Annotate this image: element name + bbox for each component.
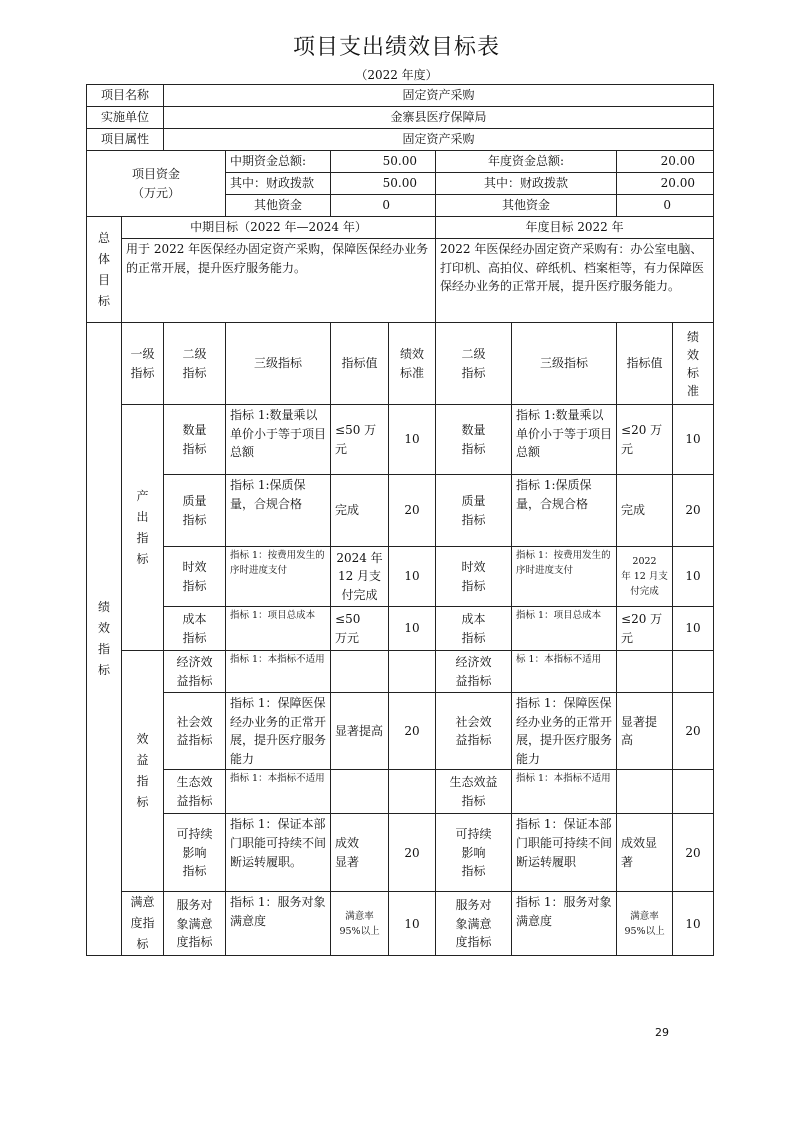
level3-cell: 指标 1：按费用发生的序时进度支付: [226, 547, 331, 607]
value-year-cell: ≤20 万元: [617, 405, 673, 475]
value-year-cell: 显著提高: [617, 693, 673, 770]
satisfaction-indicator-label: 满意 度指 标: [122, 892, 164, 956]
weight-year-cell: 10: [673, 405, 714, 475]
level3-cell: 指标 1：本指标不适用: [226, 770, 331, 814]
unit-label: 实施单位: [87, 107, 164, 129]
header-level3-year: 三级指标: [512, 323, 617, 405]
value-year-cell: 2022 年 12 月支 付完成: [617, 547, 673, 607]
level2-year-cell: 可持续 影响 指标: [436, 814, 512, 892]
level3-cell: 指标 1：保障医保经办业务的正常开展，提升医疗服务能力: [226, 693, 331, 770]
value-year-cell: 满意率 95%以上: [617, 892, 673, 956]
value-cell: ≤50 万元: [331, 607, 389, 651]
goals-label: 总 体 目 标: [87, 217, 122, 323]
value-cell: 成效 显著: [331, 814, 389, 892]
weight-cell: 10: [389, 892, 436, 956]
weight-year-cell: 20: [673, 475, 714, 547]
level3-cell: 指标 1：服务对象满意度: [226, 892, 331, 956]
level2-cell: 成本 指标: [164, 607, 226, 651]
indicator-row: [87, 405, 714, 475]
header-level2-year: 二级 指标: [436, 323, 512, 405]
year-fiscal-label: 其中：财政拨款: [436, 173, 617, 195]
year-label: （2022 年度）: [355, 68, 438, 82]
value-year-cell: 成效显著: [617, 814, 673, 892]
indicator-row: [87, 475, 714, 547]
weight-year-cell: 20: [673, 814, 714, 892]
level3-year-cell: 指标 1：服务对象满意度: [512, 892, 617, 956]
level2-year-cell: 成本 指标: [436, 607, 512, 651]
value-cell: 2024 年 12 月支 付完成: [331, 547, 389, 607]
weight-cell: 20: [389, 814, 436, 892]
weight-cell: [389, 770, 436, 814]
mid-other-value: 0: [331, 195, 436, 217]
header-weight: 绩效 标准: [389, 323, 436, 405]
value-cell: 显著提高: [331, 693, 389, 770]
value-cell: ≤50 万元: [331, 405, 389, 475]
year-total-value: 20.00: [617, 151, 714, 173]
weight-year-cell: 10: [673, 892, 714, 956]
level2-cell: 服务对 象满意 度指标: [164, 892, 226, 956]
level3-cell: 指标 1：项目总成本: [226, 607, 331, 651]
level3-cell: 指标 1:保质保量，合规合格: [226, 475, 331, 547]
year-goal-header: 年度目标 2022 年: [436, 217, 714, 239]
mid-other-label: 其他资金: [226, 195, 331, 217]
funds-label: 项目资金 （万元）: [87, 151, 226, 217]
weight-year-cell: 20: [673, 693, 714, 770]
indicator-row: [87, 770, 714, 814]
project-name: 固定资产采购: [164, 85, 714, 107]
mid-total-label: 中期资金总额:: [226, 151, 331, 173]
value-cell: [331, 770, 389, 814]
level2-cell: 时效 指标: [164, 547, 226, 607]
weight-cell: 10: [389, 607, 436, 651]
header-weight-year: 绩 效 标 准: [673, 323, 714, 405]
weight-cell: 20: [389, 475, 436, 547]
value-cell: 满意率 95%以上: [331, 892, 389, 956]
header-level1: 一级 指标: [122, 323, 164, 405]
project-name-label: 项目名称: [87, 85, 164, 107]
level2-year-cell: 经济效 益指标: [436, 651, 512, 693]
year-other-value: 0: [617, 195, 714, 217]
level3-cell: 指标 1：本指标不适用: [226, 651, 331, 693]
level2-cell: 质量 指标: [164, 475, 226, 547]
value-year-cell: [617, 770, 673, 814]
mid-fiscal-value: 50.00: [331, 173, 436, 195]
perf-label: 绩 效 指 标: [87, 323, 122, 956]
weight-cell: 10: [389, 405, 436, 475]
weight-cell: 20: [389, 693, 436, 770]
level3-year-cell: 指标 1:保质保量，合规合格: [512, 475, 617, 547]
level2-cell: 生态效 益指标: [164, 770, 226, 814]
mid-total-value: 50.00: [331, 151, 436, 173]
performance-table: [86, 84, 714, 956]
year-fiscal-value: 20.00: [617, 173, 714, 195]
value-year-cell: 完成: [617, 475, 673, 547]
level3-year-cell: 指标 1:数量乘以单价小于等于项目总额: [512, 405, 617, 475]
weight-cell: [389, 651, 436, 693]
value-year-cell: ≤20 万元: [617, 607, 673, 651]
level2-year-cell: 生态效益 指标: [436, 770, 512, 814]
level2-cell: 可持续 影响 指标: [164, 814, 226, 892]
header-level2: 二级 指标: [164, 323, 226, 405]
year-total-label: 年度资金总额:: [436, 151, 617, 173]
unit-value: 金寨县医疗保障局: [164, 107, 714, 129]
output-indicator-label: 产 出 指 标: [122, 405, 164, 651]
benefit-indicator-label: 效 益 指 标: [122, 651, 164, 892]
header-value: 指标值: [331, 323, 389, 405]
level3-year-cell: 指标 1：本指标不适用: [512, 770, 617, 814]
level3-year-cell: 指标 1：按费用发生的序时进度支付: [512, 547, 617, 607]
weight-year-cell: [673, 770, 714, 814]
mid-goal-header: 中期目标（2022 年—2024 年）: [122, 217, 436, 239]
level3-cell: 指标 1：保证本部门职能可持续不间断运转履职。: [226, 814, 331, 892]
weight-year-cell: 10: [673, 607, 714, 651]
attr-label: 项目属性: [87, 129, 164, 151]
level2-year-cell: 社会效 益指标: [436, 693, 512, 770]
level2-year-cell: 时效 指标: [436, 547, 512, 607]
level2-cell: 数量 指标: [164, 405, 226, 475]
page-title: 项目支出绩效目标表: [292, 35, 500, 60]
mid-fiscal-label: 其中：财政拨款: [226, 173, 331, 195]
weight-year-cell: [673, 651, 714, 693]
indicator-row: [87, 651, 714, 693]
value-cell: [331, 651, 389, 693]
weight-year-cell: 10: [673, 547, 714, 607]
value-year-cell: [617, 651, 673, 693]
weight-cell: 10: [389, 547, 436, 607]
indicator-row: [87, 814, 714, 892]
indicator-row: [87, 693, 714, 770]
indicator-row: [87, 607, 714, 651]
header-value-year: 指标值: [617, 323, 673, 405]
mid-goal-text: 用于 2022 年医保经办固定资产采购，保障医保经办业务的正常开展，提升医疗服务能力。: [122, 239, 436, 323]
year-goal-text: 2022 年医保经办固定资产采购有：办公室电脑、打印机、高拍仪、碎纸机、档案柜等，有力保障医保经办业务的正常开展，提升医疗服务能力。: [436, 239, 714, 323]
level2-year-cell: 数量 指标: [436, 405, 512, 475]
level3-cell: 指标 1:数量乘以单价小于等于项目总额: [226, 405, 331, 475]
header-level3: 三级指标: [226, 323, 331, 405]
level2-cell: 社会效 益指标: [164, 693, 226, 770]
level3-year-cell: 指标 1：项目总成本: [512, 607, 617, 651]
level2-cell: 经济效 益指标: [164, 651, 226, 693]
attr-value: 固定资产采购: [164, 129, 714, 151]
value-cell: 完成: [331, 475, 389, 547]
level3-year-cell: 指标 1：保证本部门职能可持续不间断运转履职: [512, 814, 617, 892]
level3-year-cell: 指标 1：保障医保经办业务的正常开展，提升医疗服务能力: [512, 693, 617, 770]
indicator-row: [87, 892, 714, 956]
indicator-row: [87, 547, 714, 607]
level2-year-cell: 质量 指标: [436, 475, 512, 547]
page-number: 29: [655, 1026, 669, 1039]
level2-year-cell: 服务对 象满意 度指标: [436, 892, 512, 956]
level3-year-cell: 标 1：本指标不适用: [512, 651, 617, 693]
year-other-label: 其他资金: [436, 195, 617, 217]
